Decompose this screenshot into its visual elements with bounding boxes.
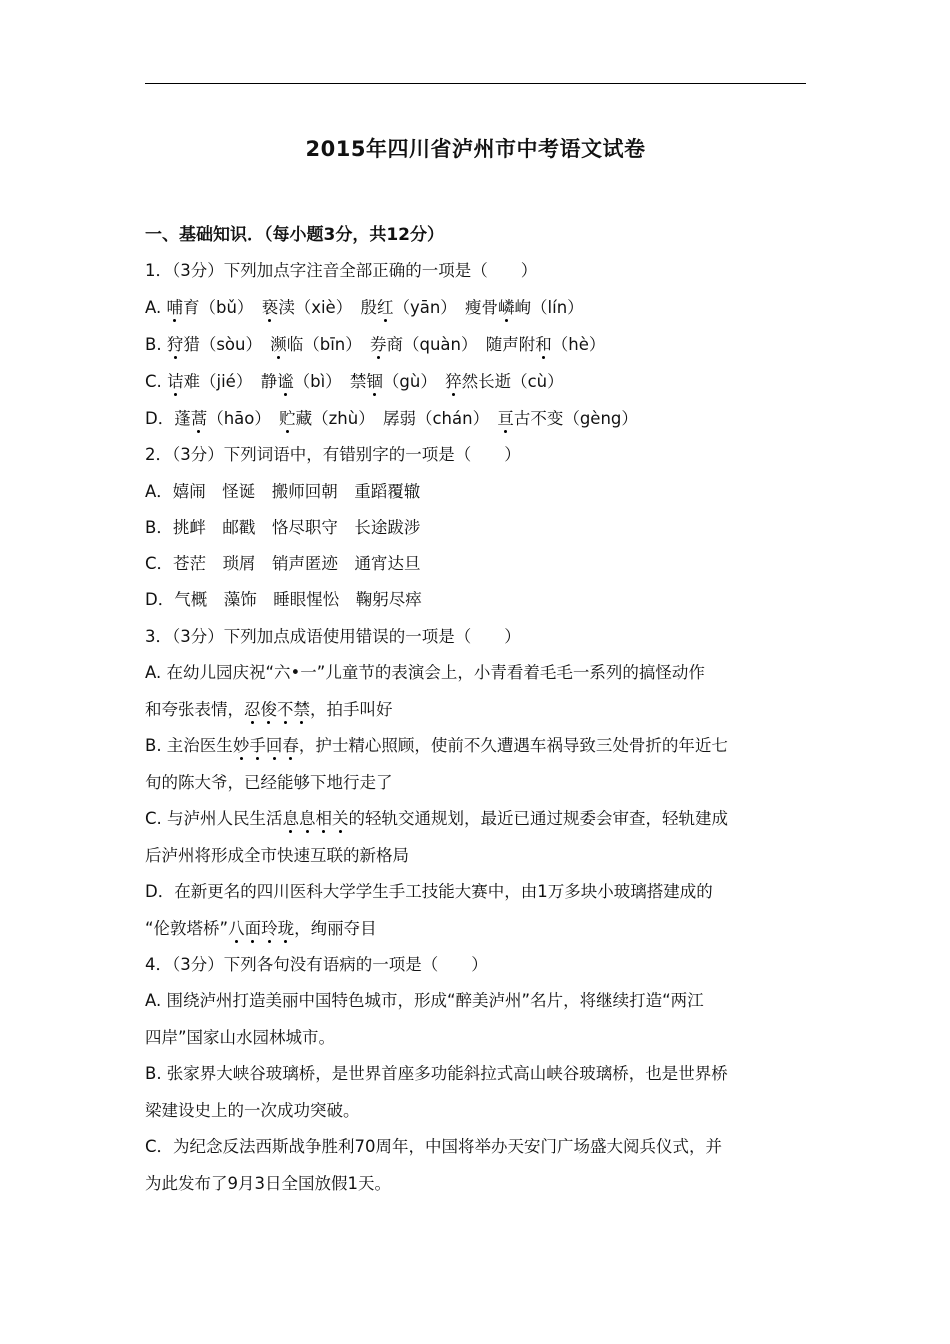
page-title: 2015年四川省泸州市中考语文试卷 — [305, 137, 646, 161]
emphasis-dotted-char: 猝 — [445, 372, 462, 392]
emphasis-dotted-char: 狩 — [166, 335, 184, 355]
emphasis-dotted-char: 妙 — [232, 736, 250, 756]
text-segment: 渎（xiè） 殷 — [278, 298, 377, 318]
emphasis-dotted-char: 八 — [228, 918, 245, 938]
q4-option-b-line2: 梁建设史上的一次成功突破。 — [145, 1100, 360, 1120]
emphasis-dotted-char: 蒿 — [190, 409, 208, 429]
q4-option-c-line2: 为此发布了9月3日全国放假1天。 — [145, 1173, 391, 1193]
q3-option-c-line2: 后泸州将形成全市快速互联的新格局 — [145, 845, 409, 865]
text-segment: 的轻轨交通规划，最近已通过规委会审查，轻轨建成 — [348, 809, 729, 829]
header-rule — [145, 83, 806, 84]
q4-stem: 4．（3分）下列各句没有语病的一项是（ ） — [145, 955, 488, 975]
emphasis-dotted-char: 券 — [369, 335, 387, 355]
emphasis-dotted-char: 和 — [535, 335, 552, 355]
emphasis-dotted-char: 诘 — [167, 372, 184, 392]
emphasis-dotted-char: 息 — [282, 809, 300, 829]
emphasis-dotted-char: 玲 — [261, 918, 278, 938]
text-segment: 然长逝（cù） — [461, 372, 564, 392]
text-segment: ，拍手叫好 — [310, 699, 393, 719]
text-segment: （hè） — [551, 335, 606, 355]
q1-option-d — [145, 400, 810, 437]
emphasis-dotted-char: 相 — [315, 809, 333, 829]
q3-stem: 3．（3分）下列加点成语使用错误的一项是（ ） — [145, 626, 521, 646]
q2-stem: 2．（3分）下列词语中，有错别字的一项是（ ） — [145, 445, 521, 465]
q1-option-b — [145, 326, 810, 363]
q2-option-c: C．苍茫 琐屑 销声匿迹 通宵达旦 — [145, 554, 421, 574]
q2-option-d: D．气概 藻饰 睡眼惺忪 鞠躬尽瘁 — [145, 590, 422, 610]
emphasis-dotted-char: 回 — [265, 736, 283, 756]
emphasis-dotted-char: 珑 — [277, 918, 295, 938]
section-heading: 一、基础知识．（每小题3分，共12分） — [145, 225, 444, 245]
text-segment: ，护士精心照顾，使前不久遭遇车祸导致三处骨折的年近七 — [298, 736, 728, 756]
emphasis-dotted-char: 忍 — [244, 699, 261, 719]
text-segment: 和夸张表情， — [145, 699, 244, 719]
q3-option-c-line1 — [145, 801, 810, 838]
q3-option-d-line2 — [145, 911, 810, 948]
q4-option-a-line1: A. 围绕泸州打造美丽中国特色城市，形成“醉美泸州”名片，将继续打造“两江 — [145, 991, 704, 1011]
emphasis-dotted-char: 关 — [332, 809, 349, 829]
text-segment: B. — [145, 335, 167, 355]
q4-option-c-line1: C．为纪念反法西斯战争胜利70周年，中国将举办天安门广场盛大阅兵仪式，并 — [145, 1137, 723, 1157]
text-segment: （yān） 瘦骨 — [393, 298, 499, 318]
text-segment: C. — [145, 372, 168, 392]
q3-option-a-line2 — [145, 692, 810, 729]
emphasis-dotted-char: 谧 — [277, 372, 294, 392]
text-segment: 商（quàn） 随声附 — [386, 335, 536, 355]
q1-option-a — [145, 289, 810, 326]
text-segment: 临（bīn） — [286, 335, 370, 355]
text-segment: 藏（zhù） 孱弱（chán） — [295, 409, 498, 429]
q3-option-b-line1 — [145, 728, 810, 765]
q1-option-c — [145, 363, 810, 400]
text-segment: B. 主治医生 — [145, 736, 233, 756]
q2-option-a: A．嬉闹 怪诞 搬师回朝 重蹈覆辙 — [145, 481, 421, 501]
text-segment: 猎（sòu） — [183, 335, 271, 355]
q2-option-b: B．挑衅 邮戳 恪尽职守 长途跋涉 — [145, 517, 421, 537]
text-segment: （hāo） — [207, 409, 280, 429]
emphasis-dotted-char: 俊 — [260, 699, 277, 719]
emphasis-dotted-char: 嶙 — [498, 298, 515, 318]
text-segment: D．蓬 — [145, 409, 191, 429]
text-segment: C. 与泸州人民生活 — [145, 809, 283, 829]
text-segment: 峋（lín） — [514, 298, 584, 318]
text-segment: （gù） — [382, 372, 446, 392]
text-segment: ，绚丽夺目 — [294, 918, 377, 938]
emphasis-dotted-char: 禁 — [293, 699, 310, 719]
text-segment: 难（jié） 静 — [183, 372, 278, 392]
text-segment: 育（bǔ） — [183, 298, 262, 318]
text-segment: A. — [145, 298, 167, 318]
text-segment: （bì） 禁 — [293, 372, 367, 392]
text-segment: “伦敦塔桥” — [145, 918, 229, 938]
emphasis-dotted-char: 亘 — [497, 409, 514, 429]
q4-option-a-line2: 四岸”国家山水园林城市。 — [145, 1027, 336, 1047]
emphasis-dotted-char: 春 — [282, 736, 299, 756]
text-segment: 古不变（gèng） — [513, 409, 638, 429]
emphasis-dotted-char: 面 — [244, 918, 262, 938]
q3-option-b-line2: 旬的陈大爷，已经能够下地行走了 — [145, 772, 393, 792]
emphasis-dotted-char: 亵 — [261, 298, 279, 318]
emphasis-dotted-char: 息 — [299, 809, 316, 829]
emphasis-dotted-char: 锢 — [366, 372, 383, 392]
q1-stem: 1．（3分）下列加点字注音全部正确的一项是（ ） — [145, 261, 538, 280]
emphasis-dotted-char: 濒 — [270, 335, 287, 355]
q3-option-d-line1: D．在新更名的四川医科大学学生手工技能大赛中，由1万多块小玻璃搭建成的 — [145, 882, 713, 902]
emphasis-dotted-char: 红 — [376, 298, 394, 318]
emphasis-dotted-char: 不 — [277, 699, 294, 719]
emphasis-dotted-char: 贮 — [279, 409, 296, 429]
q4-option-b-line1: B. 张家界大峡谷玻璃桥，是世界首座多功能斜拉式高山峡谷玻璃桥，也是世界桥 — [145, 1064, 728, 1084]
emphasis-dotted-char: 哺 — [166, 298, 183, 318]
q3-option-a-line1: A. 在幼儿园庆祝“六•一”儿童节的表演会上，小青看着毛毛一系列的搞怪动作 — [145, 663, 705, 683]
exam-content — [145, 217, 810, 1202]
emphasis-dotted-char: 手 — [249, 736, 266, 756]
